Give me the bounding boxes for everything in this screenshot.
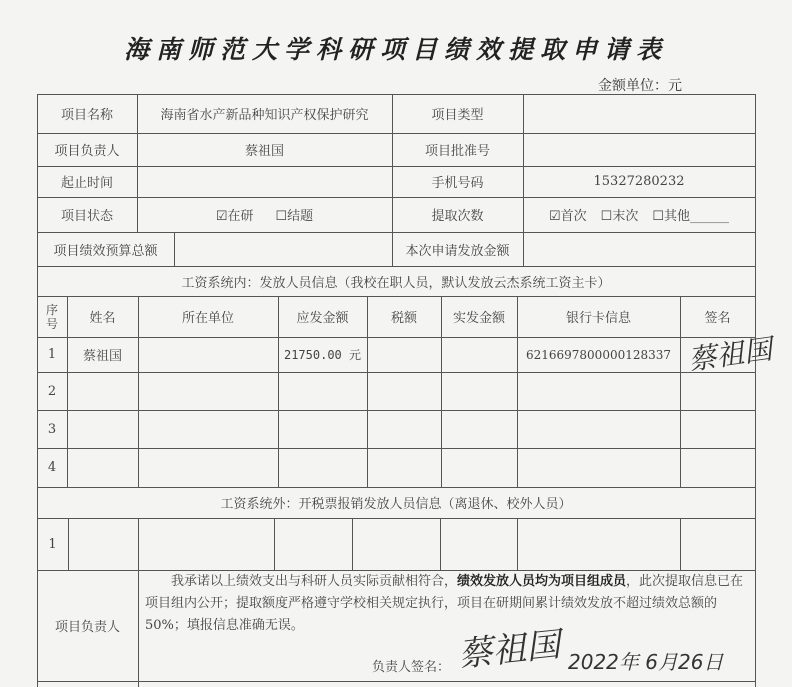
leader-label: 项目负责人	[54, 144, 120, 159]
pledge-text: 我承诺以上绩效支出与科研人员实际贡献相符合，绩效发放人员均为项目组成员，此次提取信息已在项目组内公开；提取额度严格遵守学校相关规定执行，项目在研期间累计绩效发放不超过绩效总额的 50%；填报信息准确无误。	[145, 574, 744, 633]
phone-value[interactable]: 15327280232	[593, 174, 685, 189]
external-section-title: 工资系统外：开税票报销发放人员信息（离退休、校外人员）	[220, 497, 572, 512]
project-name-label: 项目名称	[60, 108, 113, 123]
times-options	[523, 197, 755, 232]
header-seq: 序号	[45, 302, 58, 331]
budget-value[interactable]	[174, 232, 392, 266]
sign-label: 负责人签名：	[372, 660, 451, 675]
header-gross: 应发金额	[296, 311, 349, 326]
project-name-value[interactable]: 海南省水产新品种知识产权保护研究	[160, 108, 369, 123]
apply-amount-value[interactable]	[523, 232, 755, 266]
period-value[interactable]	[137, 166, 392, 197]
project-type-label: 项目类型	[431, 108, 484, 123]
approval-no-value[interactable]	[523, 133, 755, 166]
row-seq: 1	[48, 536, 57, 552]
sign-date: 2022年 6月26日	[568, 650, 724, 674]
row-seq: 1	[47, 347, 57, 362]
row-net[interactable]	[441, 337, 517, 372]
apply-amount-label: 本次申请发放金额	[405, 243, 510, 259]
handwritten-signature: 蔡祖国	[686, 332, 775, 377]
header-name: 姓名	[89, 311, 116, 326]
status-options	[137, 197, 392, 232]
pledge-label: 项目负责人	[54, 620, 120, 635]
leader-signature: 蔡祖国	[456, 624, 563, 676]
times-label: 提取次数	[431, 209, 484, 224]
header-tax: 税额	[390, 311, 417, 326]
row-tax[interactable]	[367, 337, 441, 372]
times-checkbox-other[interactable]: ☐其他______	[652, 209, 729, 224]
leader-value[interactable]: 蔡祖国	[244, 144, 284, 159]
row-name[interactable]: 蔡祖国	[82, 349, 122, 364]
row-seq: 2	[47, 383, 57, 399]
period-label: 起止时间	[60, 176, 113, 191]
form-title: 海南师范大学科研项目绩效提取申请表	[123, 35, 668, 64]
header-bank: 银行卡信息	[565, 311, 631, 326]
row-bank[interactable]: 6216697800000128337	[525, 347, 672, 362]
approval-no-label: 项目批准号	[424, 144, 490, 159]
header-net: 实发金额	[452, 311, 505, 326]
times-checkbox-first[interactable]: ☑首次	[549, 209, 587, 224]
internal-section-title: 工资系统内：发放人员信息（我校在职人员，默认发放云杰系统工资主卡）	[181, 275, 611, 291]
amount-unit: 金额单位：元	[598, 78, 682, 94]
header-signature: 签名	[704, 311, 731, 326]
row-unit[interactable]	[138, 337, 278, 372]
row-seq: 3	[47, 421, 57, 437]
status-label: 项目状态	[60, 209, 113, 224]
phone-label: 手机号码	[431, 176, 484, 191]
project-type-value[interactable]	[523, 94, 755, 133]
row-seq: 4	[47, 460, 57, 475]
row-gross[interactable]: 21750.00 元	[283, 348, 362, 362]
status-checkbox-in-progress[interactable]: ☑在研	[215, 209, 254, 224]
times-checkbox-last[interactable]: ☐末次	[600, 209, 639, 224]
budget-label: 项目绩效预算总额	[53, 243, 158, 259]
status-checkbox-concluded[interactable]: ☐结题	[275, 209, 314, 224]
header-unit: 所在单位	[181, 311, 234, 326]
